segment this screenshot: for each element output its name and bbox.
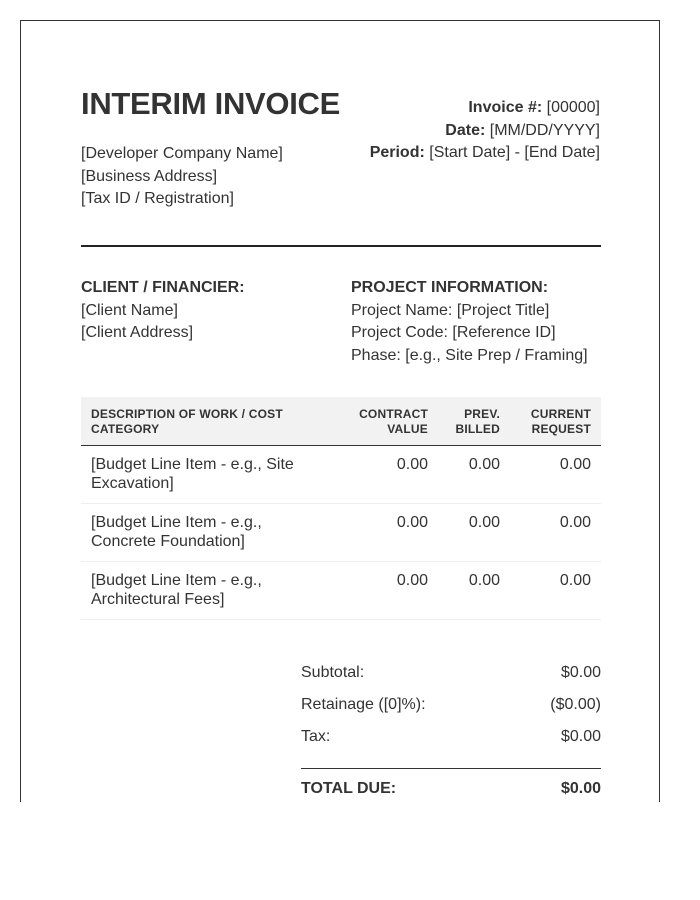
invoice-number-line (370, 97, 600, 120)
company-info (81, 143, 283, 211)
row-current-request: 0.00 (559, 456, 591, 473)
invoice-meta (370, 97, 600, 165)
row-contract-value: 0.00 (396, 514, 428, 531)
table-header (81, 397, 601, 446)
client-address: [Client Address] (81, 324, 194, 341)
row-contract-value: 0.00 (396, 572, 428, 589)
invoice-number-label: Invoice #: (468, 99, 543, 116)
subtotal-row (301, 661, 601, 693)
invoice-number-value: [00000] (542, 99, 600, 116)
table-row (81, 504, 601, 562)
row-prev-billed: 0.00 (468, 456, 500, 473)
header-contract-value (359, 407, 428, 436)
invoice-date-label: Date: (445, 121, 486, 139)
row-prev-billed: 0.00 (468, 514, 500, 531)
company-address: [Business Address] (81, 167, 218, 185)
invoice-date-line (370, 120, 600, 143)
invoice-period-label: Period: (369, 144, 425, 162)
header-prev-line2: BILLED (455, 421, 500, 436)
table-row (81, 446, 601, 504)
retainage-row (301, 693, 601, 725)
table-row (81, 562, 601, 620)
row-description: [Budget Line Item - e.g., Site Excavation] (91, 456, 294, 492)
invoice-period-line (370, 142, 600, 165)
invoice-page (20, 20, 660, 802)
project-phase: Phase: [e.g., Site Prep / Framing] (351, 346, 588, 364)
header-current-request (531, 407, 591, 436)
client-heading: CLIENT / FINANCIER: (81, 279, 245, 296)
project-block (351, 277, 588, 367)
line-items-table (81, 397, 601, 620)
invoice-title: INTERIM INVOICE (81, 86, 341, 121)
header-description: DESCRIPTION OF WORK / COST CATEGORY (91, 407, 283, 436)
project-heading: PROJECT INFORMATION: (351, 279, 549, 296)
tax-value: $0.00 (560, 728, 601, 745)
tax-label: Tax: (301, 728, 331, 745)
header-prev-billed (455, 407, 500, 436)
tax-row (301, 725, 601, 757)
invoice-date-value: [MM/DD/YYYY] (485, 121, 600, 139)
retainage-value: ($0.00) (550, 696, 601, 713)
client-block (81, 277, 245, 345)
row-description: [Budget Line Item - e.g., Architectural Fees] (91, 572, 262, 608)
header-contract-line2: VALUE (387, 421, 428, 436)
company-name: [Developer Company Name] (81, 145, 283, 162)
total-due-value: $0.00 (560, 780, 601, 797)
total-due-row (301, 777, 601, 807)
row-contract-value: 0.00 (396, 456, 428, 473)
subtotal-value: $0.00 (560, 664, 601, 681)
client-name: [Client Name] (81, 301, 178, 319)
total-due-label: TOTAL DUE: (301, 780, 397, 797)
totals-block (301, 661, 601, 807)
header-divider (81, 245, 601, 247)
header-contract-line1: CONTRACT (359, 407, 428, 421)
row-current-request: 0.00 (559, 572, 591, 589)
totals-divider (301, 768, 601, 769)
header-current-line1: CURRENT (530, 407, 591, 421)
header-prev-line1: PREV. (464, 407, 500, 421)
subtotal-label: Subtotal: (301, 664, 365, 681)
retainage-label: Retainage ([0]%): (301, 696, 426, 713)
invoice-period-value: [Start Date] - [End Date] (424, 144, 600, 162)
project-code: Project Code: [Reference ID] (351, 324, 556, 341)
row-prev-billed: 0.00 (468, 572, 500, 589)
row-description: [Budget Line Item - e.g., Concrete Foundation] (91, 514, 262, 550)
company-tax-id: [Tax ID / Registration] (81, 190, 234, 207)
project-name: Project Name: [Project Title] (351, 301, 550, 319)
row-current-request: 0.00 (559, 514, 591, 531)
header-current-line2: REQUEST (531, 421, 591, 436)
